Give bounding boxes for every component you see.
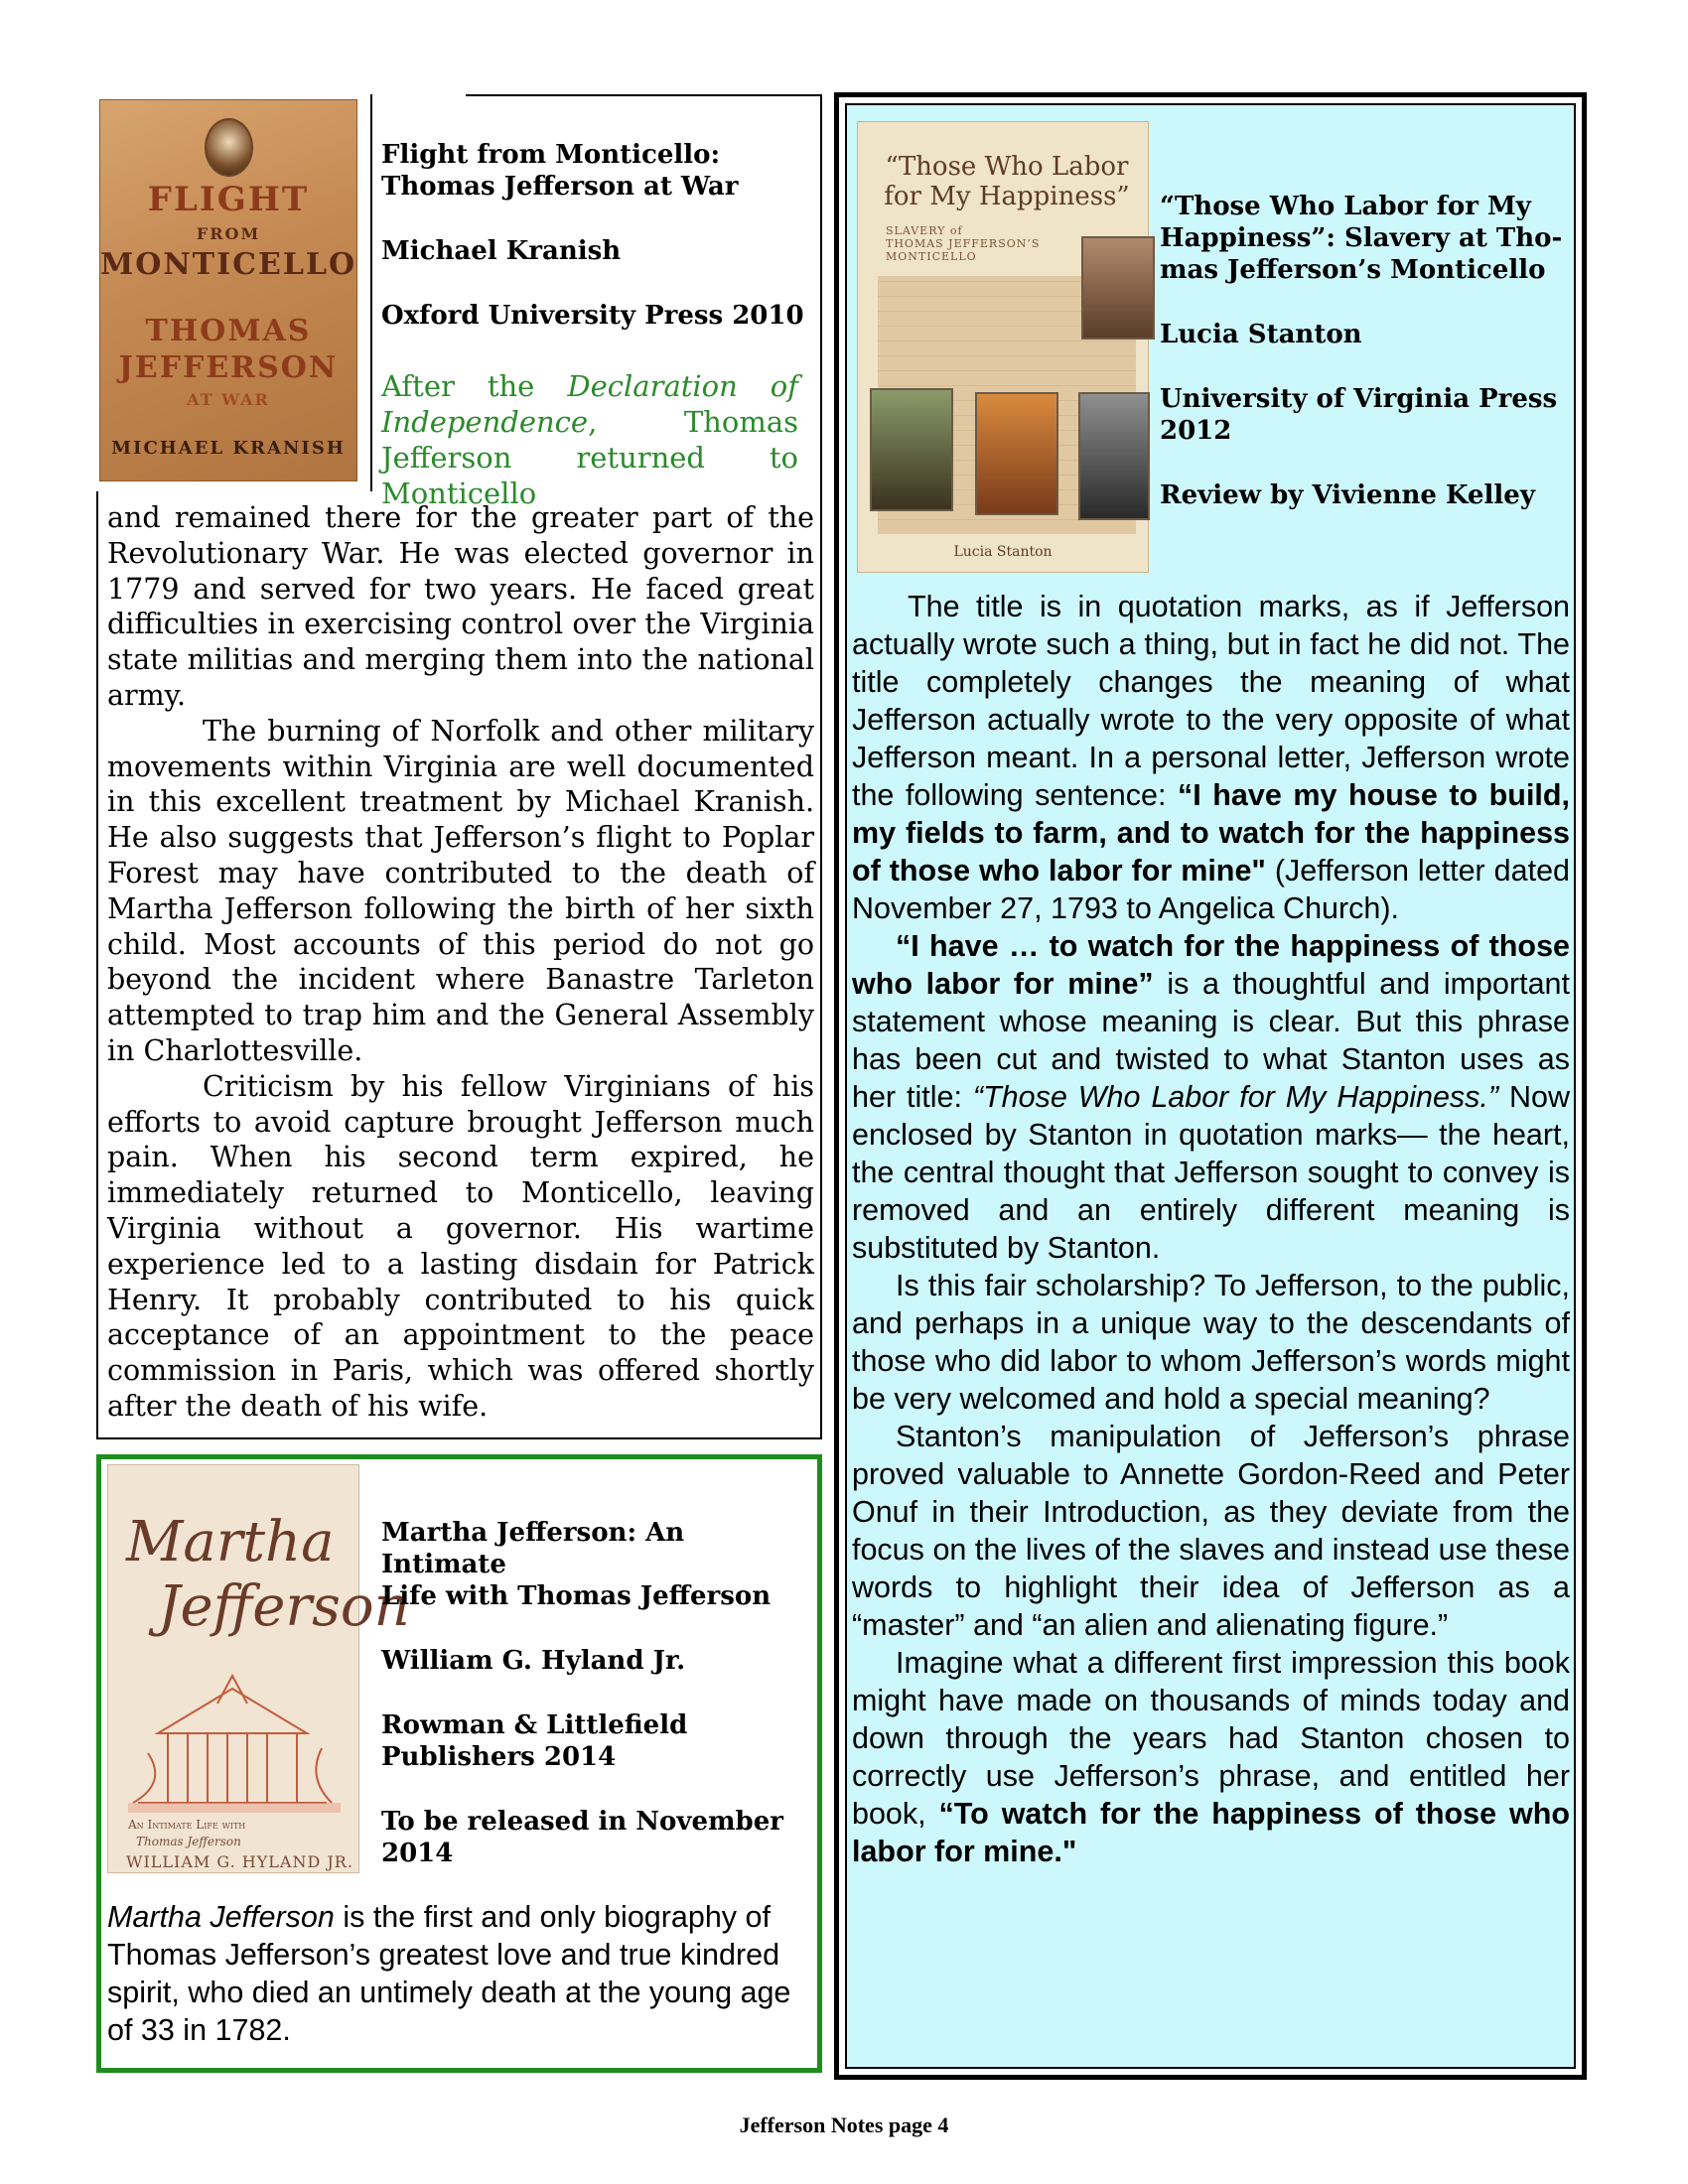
portrait-icon: [205, 118, 253, 177]
publisher-line: University of Virginia Press: [1160, 384, 1558, 414]
book3-review-body: [852, 588, 1570, 1870]
cover-title: FLIGHT: [147, 180, 310, 219]
book1-intro: [381, 368, 798, 511]
cover-subtitle-line: SLAVERY of: [886, 224, 963, 237]
cover-subtitle: [886, 224, 1040, 263]
paragraph: Criticism by his fellow Virginians of his efforts to avoid capture brought Jefferson much pain. When his second term expired, he immediately returned to Monticello, leaving Virginia without a governor. His wartime experience led to a lasting disdain for Patrick Henry. It probably contributed to his quick acceptance of an appointment to the peace commission in Paris, which was offered shortly after the death of his wife.: [107, 1069, 814, 1423]
book-publisher: Oxford University Press 2010: [381, 301, 804, 331]
paragraph-text: (Jefferson letter dated November 27, 1793 to Angelica Church).: [852, 854, 1570, 925]
cover-title: “Those Who Labor for My Happiness”: [884, 152, 1130, 211]
paragraph: [852, 927, 1570, 1267]
portrait-photo: [1078, 392, 1150, 520]
page-footer: Jefferson Notes page 4: [739, 2113, 949, 2137]
publisher-line: 2012: [1160, 416, 1232, 446]
book-title: [381, 1517, 808, 1612]
book-title-line: Flight from Monticello:: [381, 140, 721, 170]
paragraph-text: is a thoughtful and important statement whose meaning is clear. But this phrase has been cut and twisted to what Stanton uses as her title:: [852, 967, 1570, 1114]
book-title-italic: Martha Jefferson: [107, 1900, 335, 1934]
book2-description: [107, 1898, 812, 2049]
house-illustration: [128, 1664, 341, 1813]
intro-text: After the: [381, 369, 568, 403]
paragraph: The burning of Norfolk and other military movements within Virginia are well documented in this excellent treatment by Michael Kranish. He also suggests that Jefferson’s flight to Poplar Forest may have contributed to the death of Martha Jefferson following the birth of her sixth child. Most accounts of this period do not go beyond the incident where Banastre Tarleton attempted to trap him and the General Assembly in Charlottesville.: [107, 714, 814, 1067]
book3-info: [1160, 191, 1572, 544]
book-title-line: Thomas Jefferson at War: [381, 172, 739, 202]
book-publisher: [1160, 383, 1572, 447]
book-publisher: [381, 1709, 808, 1773]
description-text: is the first and only biography of Thomas Jefferson’s greatest love and true kindred spirit, who died an untimely death at the young age of 33 in 1782.: [107, 1900, 791, 2047]
paragraph-text: The title is in quotation marks, as if Jefferson actually wrote such a thing, but in fact he did not. The title completely changes the meaning of what Jefferson actually wrote to the very opposite of what Jefferson meant. In a personal letter, Jefferson wrote the following sentence:: [852, 590, 1570, 812]
cover-subtitle: Thomas Jefferson: [136, 1835, 241, 1848]
cover-author: MICHAEL KRANISH: [111, 438, 346, 459]
portrait-photo: [870, 388, 953, 511]
book-author: William G. Hyland Jr.: [381, 1646, 686, 1676]
book-title-line: Happiness”: Slavery at Tho-: [1160, 223, 1563, 253]
cover-subtitle: An Intimate Life with: [128, 1818, 246, 1832]
quote-bold: “I have … to watch for the happiness of those who labor for mine”: [852, 929, 1570, 1001]
cover-title: THOMAS: [145, 314, 312, 348]
quote-italic: “Those Who Labor for My Happiness.”: [972, 1080, 1499, 1114]
paragraph-text: Imagine what a different first impression this book might have made on thousands of minds today and down through the years had Stanton chosen to correctly use Jefferson’s phrase, and entitled her book,: [852, 1646, 1570, 1831]
book2-info: [381, 1517, 808, 1902]
book-reviewer: Review by Vivienne Kelley: [1160, 480, 1535, 510]
release-line: To be released in November: [381, 1807, 783, 1837]
cover-author: WILLIAM G. HYLAND JR.: [126, 1852, 353, 1871]
publisher-line: Rowman & Littlefield: [381, 1710, 688, 1740]
portrait-photo: [975, 392, 1058, 515]
cover-subtitle-line: MONTICELLO: [886, 250, 977, 263]
cover-author: Lucia Stanton: [953, 544, 1053, 560]
release-line: 2014: [381, 1839, 454, 1868]
book-title-line: Life with Thomas Jefferson: [381, 1581, 772, 1611]
book1-review-body: [107, 500, 814, 1425]
frame-line: [820, 94, 822, 1439]
quote-bold: “I have my house to build, my fields to farm, and to watch for the happiness of those who labor for mine": [852, 778, 1570, 887]
frame-line: [96, 491, 98, 1439]
quote-bold: “To watch for the happiness of those who labor for mine.": [852, 1797, 1570, 1868]
paragraph: Stanton’s manipulation of Jefferson’s phrase proved valuable to Annette Gordon-Reed and Peter Onuf in their Introduction, as they deviate from the focus on the lives of the slaves and instead use these words to highlight their idea of Jefferson as a “master” and “an alien and alienating figure.”: [852, 1420, 1570, 1642]
book-author: Michael Kranish: [381, 236, 622, 266]
cover-title: Martha: [126, 1510, 335, 1574]
book1-info: [381, 139, 808, 364]
cover-title: MONTICELLO: [100, 247, 357, 282]
publisher-line: Publishers 2014: [381, 1742, 617, 1772]
frame-line: [466, 94, 822, 96]
book-title: [1160, 191, 1572, 286]
book-title-line: Martha Jefferson: An Intimate: [381, 1518, 685, 1579]
release-note: [381, 1806, 808, 1869]
book-title-line: mas Jefferson’s Monticello: [1160, 255, 1546, 285]
paragraph: Is this fair scholarship? To Jefferson, to the public, and perhaps in a unique way to the descendants of those who did labor to whom Jefferson’s words might be very welcomed and hold a special meaning?: [852, 1269, 1570, 1416]
book-author: Lucia Stanton: [1160, 320, 1362, 349]
book-title-line: “Those Who Labor for My: [1160, 192, 1531, 221]
cover-title: JEFFERSON: [118, 350, 339, 385]
book-title: [381, 139, 808, 203]
book2-cover-image: [107, 1464, 410, 1873]
paragraph: [852, 1644, 1570, 1870]
book3-cover-image: [857, 121, 1149, 573]
cover-title: FROM: [196, 224, 261, 243]
cover-subtitle: AT WAR: [187, 390, 270, 409]
paragraph: [852, 588, 1570, 927]
portrait-photo: [1081, 236, 1155, 340]
intro-italic: Declaration of Independence: [381, 369, 798, 439]
frame-line: [96, 1437, 822, 1439]
paragraph: and remained there for the greater part of the Revolutionary War. He was elected governor in 1779 and served for two years. He faced great difficulties in exercising control over the Virginia state militias and merging them into the national army.: [107, 501, 814, 712]
cover-title: Jefferson: [158, 1574, 410, 1639]
cover-subtitle-line: THOMAS JEFFERSON’S: [886, 237, 1041, 250]
paragraph-text: Now enclosed by Stanton in quotation marks— the heart, the central thought that Jefferson sought to convey is removed and an entirely different meaning is substituted by Stanton.: [852, 1080, 1571, 1265]
book1-cover-image: [99, 99, 357, 481]
frame-line: [370, 94, 372, 491]
intro-text: , Thomas Jefferson returned to Monticello: [381, 405, 798, 510]
